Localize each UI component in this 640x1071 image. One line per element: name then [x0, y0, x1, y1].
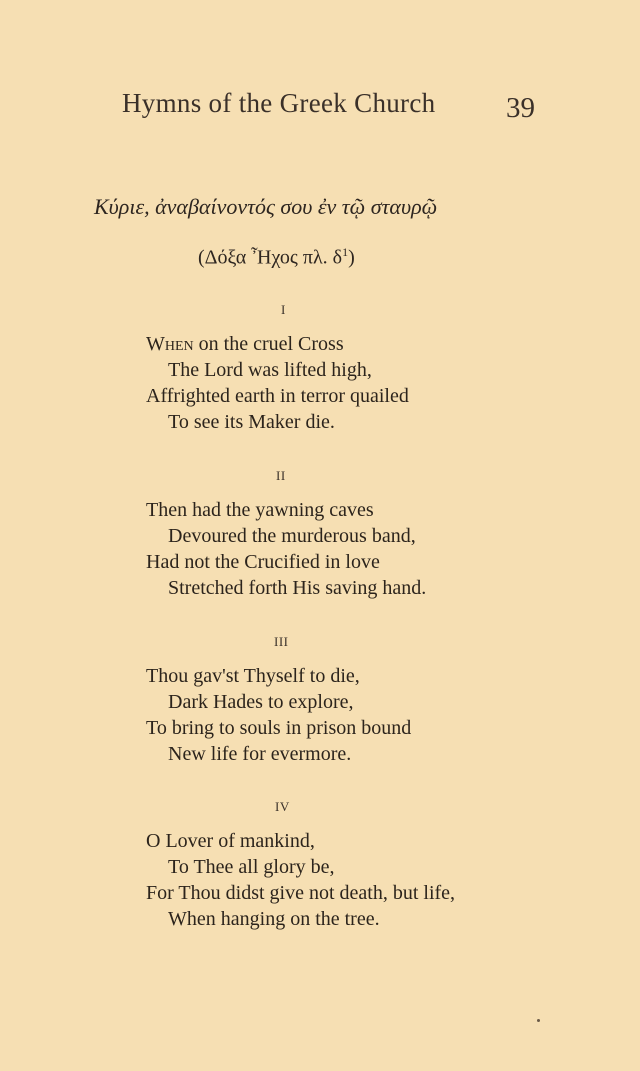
hymn-greek-title: Κύριε, ἀναβαίνοντός σου ἐν τῷ σταυρῷ — [94, 194, 438, 219]
stanza-line: Thou gav'st Thyself to die, — [146, 665, 360, 687]
stanza — [146, 331, 409, 435]
stanza-line: Then had the yawning caves — [146, 499, 374, 521]
stanza-line: When hanging on the tree. — [168, 908, 380, 930]
greek-subtitle-text: (Δόξα Ἦχος πλ. δ — [198, 246, 343, 269]
stanza — [146, 497, 426, 601]
stanza-line — [146, 331, 409, 357]
paper-speck — [537, 1019, 540, 1022]
stanza-line: Had not the Crucified in love — [146, 551, 380, 573]
stanza-line: To see its Maker die. — [168, 411, 335, 433]
stanza-numeral: II — [276, 468, 286, 483]
stanza-line: Stretched forth His saving hand. — [168, 577, 427, 599]
hymn-greek-subtitle — [198, 245, 355, 270]
page-number: 39 — [506, 92, 535, 124]
stanza-line: O Lover of mankind, — [146, 830, 315, 852]
stanza-numeral: III — [274, 634, 289, 649]
stanza-line: To Thee all glory be, — [168, 856, 335, 878]
stanza-line: For Thou didst give not death, but life, — [146, 882, 456, 904]
stanza-line-rest: on the cruel Cross — [193, 333, 344, 355]
running-title: Hymns of the Greek Church — [122, 88, 436, 118]
stanza-initial-word: When — [146, 333, 194, 355]
stanza-numeral: IV — [275, 799, 290, 814]
stanza-numeral: I — [281, 302, 286, 317]
stanza — [146, 828, 455, 932]
stanza-line: Affrighted earth in terror quailed — [146, 385, 409, 407]
stanza-line: Dark Hades to explore, — [168, 691, 354, 713]
stanza-line: New life for evermore. — [168, 743, 352, 765]
footnote-marker: 1 — [342, 245, 349, 259]
stanza-line: Devoured the murderous band, — [168, 525, 416, 547]
stanza — [146, 663, 411, 767]
stanza-line: The Lord was lifted high, — [168, 359, 372, 381]
greek-subtitle-close: ) — [348, 246, 355, 269]
stanza-line: To bring to souls in prison bound — [146, 717, 412, 739]
